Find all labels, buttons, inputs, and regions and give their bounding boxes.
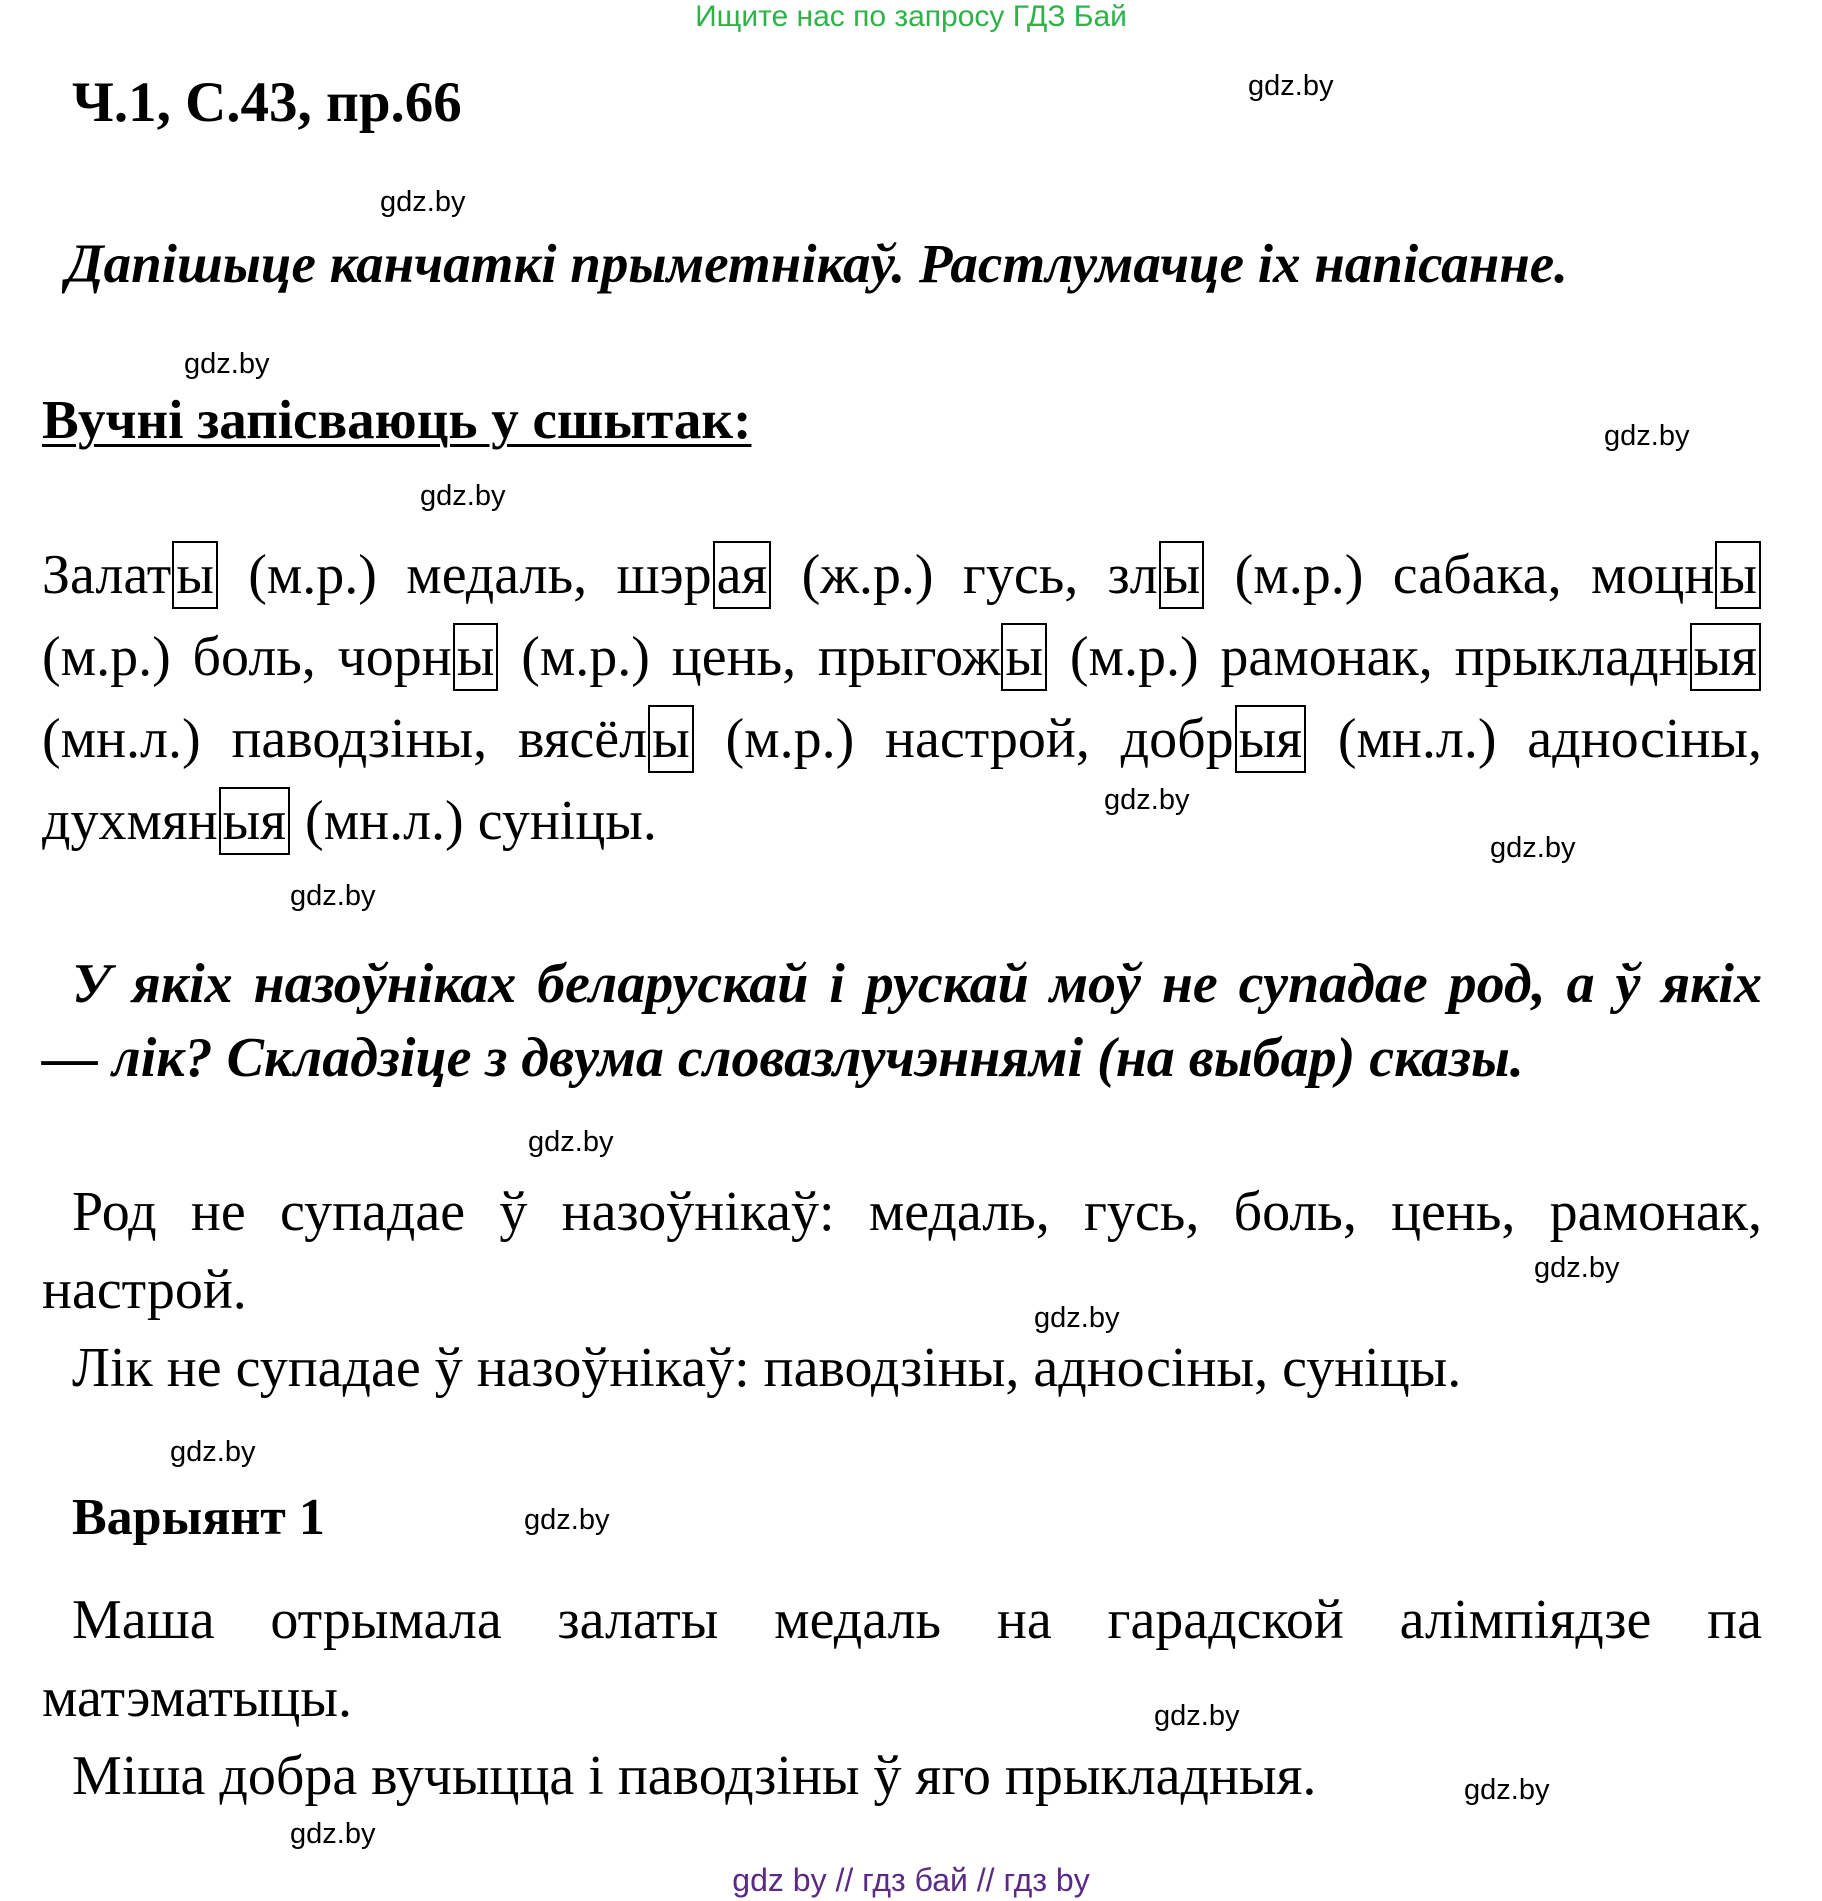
watermark: gdz.by	[184, 348, 270, 380]
ending-box: ыя	[219, 787, 290, 855]
task-2-line-2: — лік? Складзіце з двума словазлучэннямі (на выбар) сказы.	[42, 1027, 1524, 1089]
page-title: Ч.1, С.43, пр.66	[72, 71, 462, 134]
ending-box: ы	[172, 541, 218, 609]
task-2-line-1: У якіх назоўніках беларускай і рускай моў не супадае род, а ў якіх	[72, 953, 1762, 1015]
answer-paragraph: Залаты (м.р.) медаль, шэрая (ж.р.) гусь, злы (м.р.) сабака, моцны (м.р.) боль, чорны (м.р.) цень, прыгожы (м.р.) рамонак, прыкладныя (мн.л.) паводзіны, вясёлы (м.р.) настрой, добрыя (мн.л.) адносіны, духмяныя (мн.л.) суніцы.	[42, 534, 1762, 862]
footer: gdz by // гдз бай // гдз by	[732, 1862, 1090, 1898]
top-banner: Ищите нас по запросу ГДЗ Бай	[695, 0, 1127, 33]
ending-box: ы	[1159, 541, 1205, 609]
variant-sentence-1-cont: матэматыцы.	[42, 1667, 353, 1729]
watermark: gdz.by	[1154, 1700, 1240, 1732]
watermark: gdz.by	[528, 1126, 614, 1158]
watermark: gdz.by	[290, 880, 376, 912]
gender-mismatch-cont: настрой.	[42, 1259, 247, 1321]
gender-mismatch-line: Род не супадае ў назоўнікаў: медаль, гусь, боль, цень, рамонак,	[72, 1181, 1762, 1243]
ending-box: ы	[453, 623, 499, 691]
ending-box: ая	[713, 541, 772, 609]
section-heading: Вучні запісваюць у сшытак:	[42, 389, 752, 450]
watermark: gdz.by	[420, 480, 506, 512]
watermark: gdz.by	[1464, 1774, 1550, 1806]
watermark: gdz.by	[290, 1818, 376, 1850]
variant-title: Варыянт 1	[72, 1489, 325, 1546]
ending-box: ы	[1001, 623, 1047, 691]
watermark: gdz.by	[1034, 1302, 1120, 1334]
watermark: gdz.by	[170, 1436, 256, 1468]
watermark: gdz.by	[524, 1504, 610, 1536]
number-mismatch-line: Лік не супадае ў назоўнікаў: паводзіны, адносіны, суніцы.	[72, 1337, 1462, 1399]
watermark: gdz.by	[1534, 1252, 1620, 1284]
ending-box: ыя	[1235, 705, 1306, 773]
watermark: gdz.by	[1490, 832, 1576, 864]
ending-box: ыя	[1690, 623, 1761, 691]
variant-sentence-1: Маша отрымала залаты медаль на гарадской алімпіядзе па	[72, 1589, 1762, 1651]
watermark: gdz.by	[1604, 420, 1690, 452]
task-1: Дапішыце канчаткі прыметнікаў. Растлумачце іх напісанне.	[66, 233, 1568, 294]
watermark: gdz.by	[1248, 70, 1334, 102]
watermark: gdz.by	[1104, 784, 1190, 816]
ending-box: ы	[1715, 541, 1761, 609]
ending-box: ы	[648, 705, 694, 773]
variant-sentence-2: Міша добра вучыцца і паводзіны ў яго прыкладныя.	[72, 1745, 1317, 1807]
watermark: gdz.by	[380, 186, 466, 218]
